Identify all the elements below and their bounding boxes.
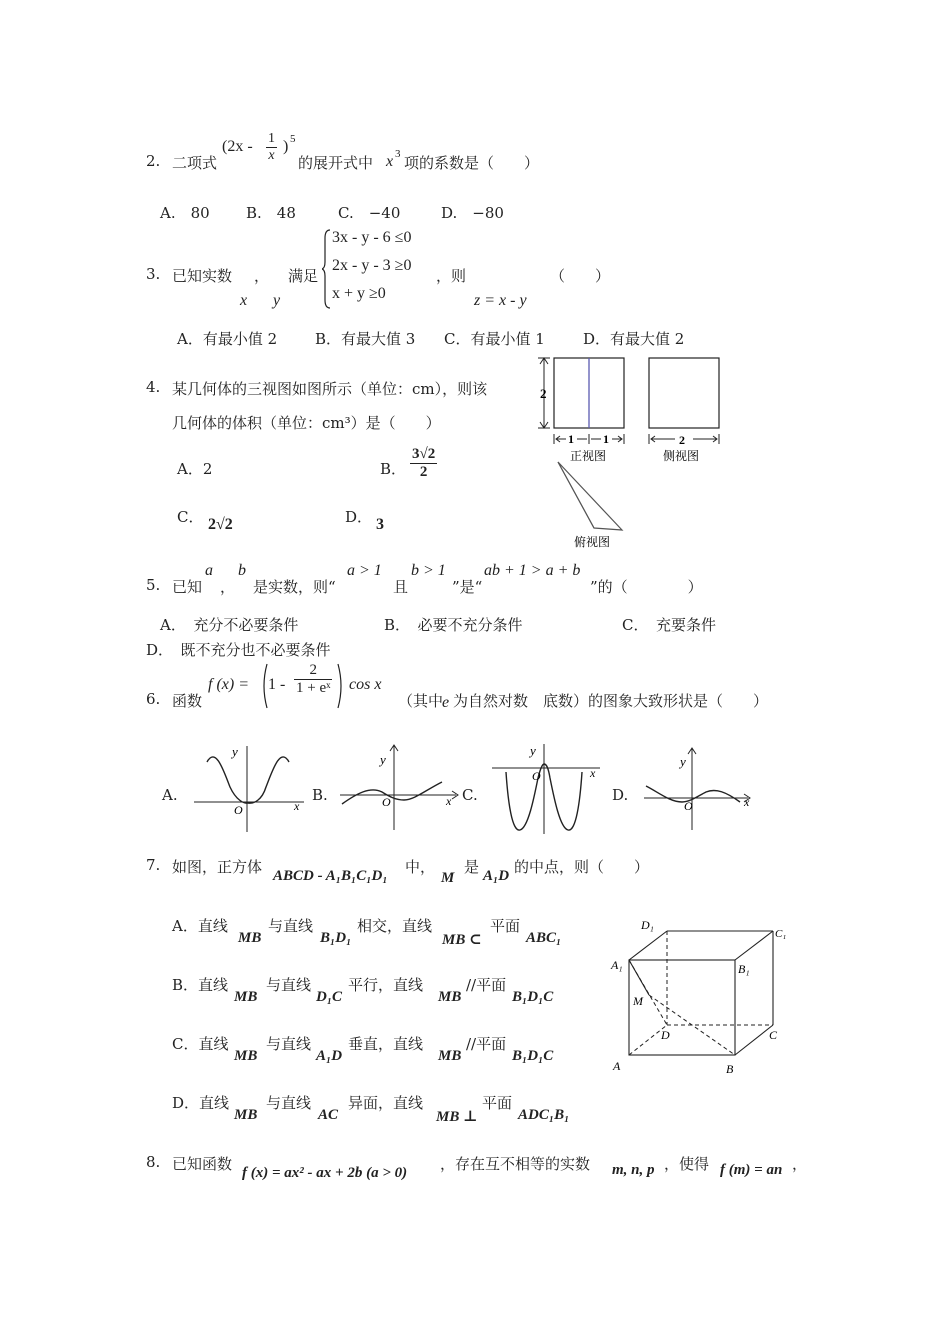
q6-d-axis-x: x	[744, 795, 750, 809]
q7-c-l2: A₁D	[316, 1048, 343, 1064]
cube-label-A1: A₁	[611, 958, 623, 972]
q3-option-d: D．有最大值 2	[583, 330, 685, 348]
q7-b-t1: 与直线	[266, 976, 312, 994]
q7-a-l4: ABC₁	[526, 930, 562, 946]
height-label: 2	[540, 386, 547, 401]
q2-text-end: 项的系数是（ ）	[404, 154, 540, 172]
q6-graph-c-label: C.	[462, 786, 478, 804]
q7-c-t3: //平面	[466, 1035, 507, 1053]
q7-b-l3: MB	[438, 989, 462, 1005]
q6-fraction: $\frac{2}{\text{1 + eˣ}}$	[296, 662, 331, 696]
side-view-rect	[649, 358, 719, 428]
q6-graph-a	[190, 742, 310, 832]
q8-tail: ，	[792, 1155, 808, 1173]
q7-c-l4: B₁D₁C	[512, 1048, 554, 1064]
q5-var-a: a	[205, 562, 213, 579]
q8-vars: m, n, p	[612, 1162, 655, 1178]
q6-text-mid: （其中	[398, 692, 444, 710]
cube-figure	[605, 915, 795, 1080]
q5-prefix: 已知	[172, 578, 203, 596]
q6-graph-c	[488, 742, 610, 837]
q4-option-b-label: B．	[380, 460, 407, 478]
q7-a-l1: MB	[238, 930, 262, 946]
cube-label-C1: C₁	[775, 928, 787, 940]
q5-cond-1: a > 1	[347, 562, 382, 579]
q6-graph-a-label: A.	[162, 786, 178, 804]
cube-label-A: A	[613, 1059, 621, 1073]
q2-power: 5	[290, 133, 296, 145]
q5-option-d: D． 既不充分也不必要条件	[146, 641, 331, 659]
q7-b-l4: B₁D₁C	[512, 989, 554, 1005]
q7-c-t1: 与直线	[266, 1035, 312, 1053]
q3-comma: ，	[254, 267, 270, 285]
side-width-label: 2	[679, 433, 685, 447]
q6-b-origin: O	[382, 795, 391, 809]
q7-b-label: B．直线	[172, 976, 229, 994]
q3-ineq-1: 3x - y - 6 ≤0	[332, 229, 412, 246]
q6-b-axis-y: y	[380, 752, 386, 767]
q5-cond-2: b > 1	[411, 562, 446, 579]
cube-label-M: M	[633, 994, 643, 1008]
q2-text-mid: 的展开式中	[298, 154, 374, 172]
q7-A1D: A₁D	[483, 868, 510, 884]
q5-text-3: ”的（ ）	[590, 578, 703, 596]
q7-b-t2: 平行，直线	[348, 976, 424, 994]
q8-text-mid: ，存在互不相等的实数	[440, 1155, 591, 1173]
q5-option-a: A． 充分不必要条件	[160, 616, 299, 634]
q7-a-l2: B₁D₁	[320, 930, 352, 946]
front-width-1: 1	[568, 432, 574, 446]
q3-z-expr: z = x - y	[474, 292, 527, 309]
cube-label-D1: D₁	[641, 918, 654, 932]
q3-option-b: B．有最大值 3	[315, 330, 416, 348]
q3-system-brace	[322, 228, 332, 310]
q4-option-b-fraction: $\frac{3√2}{2}$	[412, 446, 436, 480]
q7-d-t3: 平面	[482, 1094, 513, 1112]
q6-cos: cos x	[349, 676, 382, 693]
q7-d-label: D．直线	[172, 1094, 230, 1112]
q6-one-minus: 1 -	[268, 676, 286, 693]
q6-b-axis-x: x	[446, 794, 452, 808]
q6-graph-b-label: B.	[312, 786, 328, 804]
front-view-caption: 正视图	[570, 449, 607, 463]
q2-x3-power: 3	[395, 148, 401, 160]
q6-d-axis-y: y	[680, 754, 686, 769]
cube-label-B1: B₁	[738, 962, 750, 976]
q7-b-l2: D₁C	[316, 989, 343, 1005]
q7-prefix: 如图，正方体	[172, 858, 263, 876]
q5-and: 且	[393, 578, 409, 596]
q8-func: f (x) = ax² - ax + 2b (a > 0)	[242, 1165, 408, 1181]
top-view-caption: 俯视图	[574, 535, 611, 549]
q4-number: 4.	[146, 378, 161, 396]
q5-text-2: ”是“	[452, 578, 483, 596]
q7-c-l1: MB	[234, 1048, 258, 1064]
q2-option-c: C. −40	[338, 204, 401, 222]
cube-label-D: D	[661, 1028, 670, 1042]
q7-d-l2: AC	[318, 1107, 339, 1123]
q2-prefix: 二项式	[172, 154, 218, 172]
q2-binom-open: (2x -	[222, 138, 253, 155]
q7-b-l1: MB	[234, 989, 258, 1005]
q7-a-label: A．直线	[172, 917, 228, 935]
q2-fraction: $\frac{1}{x}$	[268, 131, 275, 163]
side-view-caption: 侧视图	[663, 449, 700, 463]
q3-var-x: x	[240, 292, 248, 309]
q6-graph-d	[640, 742, 762, 832]
q6-func-lhs: f (x) =	[208, 676, 249, 693]
q7-c-l3: MB	[438, 1048, 462, 1064]
q7-c-t2: 垂直，直线	[348, 1035, 424, 1053]
q3-satisfy: 满足	[288, 267, 319, 285]
q6-var-e: e	[442, 694, 450, 711]
q5-option-c: C． 充要条件	[622, 616, 716, 634]
q8-number: 8.	[146, 1153, 161, 1171]
q7-end: 的中点，则（ ）	[514, 858, 650, 876]
q7-mid: 中，	[405, 858, 436, 876]
q4-option-c-label: C．	[177, 508, 204, 526]
q4-line-2: 几何体的体积（单位：cm³）是（ ）	[172, 414, 441, 432]
q3-number: 3.	[146, 265, 161, 283]
q7-d-t2: 异面，直线	[348, 1094, 424, 1112]
q2-number: 2.	[146, 152, 161, 170]
q8-prefix: 已知函数	[172, 1155, 233, 1173]
q3-option-c: C．有最小值 1	[444, 330, 545, 348]
q5-sep: ，	[220, 578, 236, 596]
q6-c-axis-y: y	[530, 743, 536, 758]
q8-text-end: ，使得	[664, 1155, 710, 1173]
q7-is: 是	[464, 858, 480, 876]
q7-a-l3: MB ⊂	[442, 932, 482, 948]
q6-a-axis-x: x	[294, 799, 300, 813]
q3-ineq-2: 2x - y - 3 ≥0	[332, 257, 412, 274]
q7-d-l3: MB ⊥	[436, 1109, 478, 1125]
q6-a-axis-y: y	[232, 744, 238, 759]
q6-number: 6.	[146, 690, 161, 708]
q7-a-t3: 平面	[490, 917, 521, 935]
q6-d-origin: O	[684, 799, 693, 813]
q7-c-label: C．直线	[172, 1035, 229, 1053]
cube-label-B: B	[726, 1062, 734, 1076]
q7-a-t2: 相交，直线	[357, 917, 433, 935]
q7-M: M	[441, 870, 455, 886]
q6-c-axis-x: x	[590, 766, 596, 780]
three-view-figure	[530, 350, 730, 550]
q7-cube-name: ABCD - A₁B₁C₁D₁	[273, 868, 388, 884]
q6-a-origin: O	[234, 803, 243, 817]
q5-text-1: 是实数，则“	[253, 578, 336, 596]
q3-prefix: 已知实数	[172, 267, 233, 285]
q6-graph-b	[336, 742, 466, 832]
q6-prefix: 函数	[172, 692, 203, 710]
q5-var-b: b	[238, 562, 246, 579]
q6-text-end: 为自然对数 底数）的图象大致形状是（ ）	[453, 692, 769, 710]
q2-option-b: B. 48	[246, 204, 296, 222]
cube-label-C: C	[769, 1028, 778, 1042]
q6-right-paren	[336, 662, 346, 710]
q2-binom-close: )	[283, 138, 289, 155]
q4-line-1: 某几何体的三视图如图所示（单位：cm），则该	[172, 380, 488, 398]
q3-option-a: A．有最小值 2	[177, 330, 278, 348]
q3-then: ，则	[436, 267, 467, 285]
q5-cond-3: ab + 1 > a + b	[484, 562, 581, 579]
q7-number: 7.	[146, 856, 161, 874]
q7-b-t3: //平面	[466, 976, 507, 994]
q5-number: 5.	[146, 576, 161, 594]
q4-option-d-label: D．	[345, 508, 373, 526]
q2-option-d: D. −80	[441, 204, 504, 222]
front-width-2: 1	[603, 432, 609, 446]
q7-d-l1: MB	[234, 1107, 258, 1123]
q4-option-d-value: 3	[376, 516, 384, 533]
q2-x3-base: x	[386, 153, 394, 170]
q3-ineq-3: x + y ≥0	[332, 285, 386, 302]
q7-d-t1: 与直线	[266, 1094, 312, 1112]
q4-option-c-value: 2√2	[208, 516, 233, 533]
q4-option-a: A．2	[177, 460, 213, 478]
q2-option-a: A. 80	[160, 204, 210, 222]
q8-eq: f (m) = an	[720, 1162, 783, 1178]
q6-c-origin: O	[532, 769, 541, 783]
q3-paren: （ ）	[550, 267, 611, 285]
q5-option-b: B． 必要不充分条件	[384, 616, 523, 634]
q6-graph-d-label: D.	[612, 786, 629, 804]
q7-a-t1: 与直线	[268, 917, 314, 935]
q3-var-y: y	[273, 292, 281, 309]
q7-d-l4: ADC₁B₁	[518, 1107, 570, 1123]
